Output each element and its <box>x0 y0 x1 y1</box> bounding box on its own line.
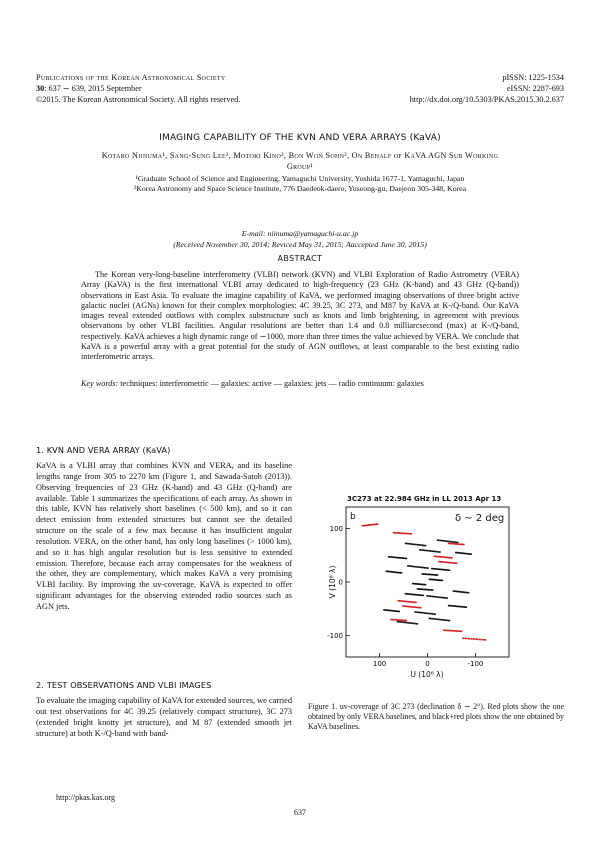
eissn: eISSN: 2287-693 <box>506 84 564 93</box>
uv-point <box>449 562 451 564</box>
uv-point <box>439 540 441 542</box>
uv-point <box>436 596 438 598</box>
uv-point <box>429 595 431 597</box>
uv-point <box>417 611 419 613</box>
uv-point <box>484 639 486 641</box>
uv-point <box>411 606 413 608</box>
uv-point <box>438 551 440 553</box>
pissn: pISSN: 1225-1534 <box>502 73 564 82</box>
authors-line-2: Group¹ <box>286 162 314 171</box>
uv-point <box>411 622 413 624</box>
keywords-label: Key words: <box>81 379 119 388</box>
uv-point <box>414 566 416 568</box>
uv-point <box>424 545 426 547</box>
affiliations <box>36 174 564 194</box>
y-axis-label: V (10⁶ λ) <box>328 565 337 599</box>
uv-point <box>444 569 446 571</box>
uv-point <box>433 551 435 553</box>
uv-point <box>446 557 448 559</box>
uv-point <box>417 594 419 596</box>
uv-point <box>450 605 452 607</box>
uv-point <box>431 613 433 615</box>
page-number: 637 <box>294 808 306 817</box>
uv-point <box>449 630 451 632</box>
uv-point <box>414 611 416 613</box>
uv-point <box>444 540 446 542</box>
uv-point <box>478 639 480 641</box>
uv-point <box>429 550 431 552</box>
uv-point <box>414 544 416 546</box>
uv-point <box>445 561 447 563</box>
uv-point <box>439 569 441 571</box>
uv-point <box>436 551 438 553</box>
figure-title: 3C273 at 22.984 GHz in LL 2013 Apr 13 <box>347 495 502 503</box>
uv-point <box>403 533 405 535</box>
uv-point <box>433 618 435 620</box>
uv-point <box>399 621 401 623</box>
uv-point <box>470 638 472 640</box>
uv-point <box>447 562 449 564</box>
uv-point <box>410 533 412 535</box>
uv-point <box>431 618 433 620</box>
uv-point <box>376 523 378 525</box>
uv-point <box>404 606 406 608</box>
authors-line-1: Kotaro Niinuma¹, Sang-Sung Lee², Motoki Kino², Bon Won Sohn², On Behalf of KaVA AGN Sub Working <box>101 151 499 160</box>
uv-point <box>441 580 443 582</box>
uv-point <box>438 596 440 598</box>
uv-point <box>438 561 440 563</box>
uv-point <box>443 597 445 599</box>
uv-point <box>412 601 414 603</box>
copyright: ©2015. The Korean Astronomical Society. All rights reserved. <box>36 95 241 104</box>
panel-label: b <box>350 512 356 522</box>
uv-point <box>456 606 458 608</box>
uv-point <box>426 595 428 597</box>
uv-point <box>452 605 454 607</box>
uv-point <box>446 569 448 571</box>
uv-point <box>465 638 467 640</box>
uv-point <box>417 544 419 546</box>
uv-point <box>463 606 465 608</box>
footer-url[interactable]: http://pkas.kas.org <box>56 793 115 802</box>
uv-point <box>412 566 414 568</box>
keywords-list: techniques: interferometric — galaxies: active — galaxies: jets — radio continuum: galaxies <box>118 379 424 388</box>
figure-1 <box>327 492 518 682</box>
section-1-text: KaVA is a VLBI array that combines KVN and VERA, and its baseline lengths range from 305 to 2270 km (Figure 1, and Sawada-Satoh (2013)). Observing frequencies of 23 GHz (K-band) and 43 GHz (Q-band) are available. Table 1 summarizes the specifications of each array. As shown in this table, KVN has relatively short baselines (< 500 km), and so it can detect emission from extended structures but cannot see the detailed structure on the scale of a few max because it has insufficient angular resolution. VERA, on the other hand, has only long baselines (> 1000 km), and so it has high angular resolution but is less sensitive to extended emission. Therefore, because each array compensates for the weakness of the other, they are complementary, which makes KaVA a very promising VLBI facility. By improving the uv-coverage, KaVA is expected to offer significant advantages for the observing extended radio sources such as AGN jets. <box>36 461 292 611</box>
uv-point <box>454 541 456 543</box>
uv-point <box>413 594 415 596</box>
uv-point <box>422 549 424 551</box>
uv-point <box>436 574 438 576</box>
uv-point <box>417 607 419 609</box>
x-axis-label: U (10⁶ λ) <box>410 670 444 679</box>
uv-point <box>398 557 400 559</box>
uv-point <box>402 605 404 607</box>
uv-point <box>443 619 445 621</box>
uv-tracks <box>362 523 487 640</box>
uv-point <box>401 621 403 623</box>
uv-point <box>468 638 470 640</box>
uv-point <box>407 533 409 535</box>
uv-point <box>408 601 410 603</box>
uv-point <box>413 606 415 608</box>
uv-point <box>451 562 453 564</box>
uv-point <box>456 542 458 544</box>
section-1-heading: 1. KVN AND VERA ARRAY (KaVA) <box>36 445 171 455</box>
uv-point <box>400 572 402 574</box>
y-tick-label: -100 <box>327 632 343 641</box>
volume-info: 30: 637 ∼ 639, 2015 September <box>36 84 142 93</box>
uv-point <box>419 607 421 609</box>
uv-point <box>412 543 414 545</box>
uv-point <box>460 630 462 632</box>
uv-point <box>403 557 405 559</box>
uv-point <box>426 550 428 552</box>
uv-point <box>401 557 403 559</box>
uv-point <box>406 622 408 624</box>
uv-point <box>417 566 419 568</box>
section-2-text: To evaluate the imaging capability of KaVA for extended sources, we carried out test observations for 4C 39.25 (relatively compact structure), 3C 273 (extended bright knotty jet structure), and M 87 (extended smooth jet structure) at both K-/Q-band with band- <box>36 696 292 738</box>
uv-point <box>424 584 426 586</box>
uv-point <box>454 630 456 632</box>
uv-point <box>405 593 407 595</box>
uv-point <box>437 568 439 570</box>
uv-point <box>438 556 440 558</box>
uv-point <box>395 532 397 534</box>
uv-point <box>448 620 450 622</box>
uv-point <box>462 637 464 639</box>
uv-point <box>415 607 417 609</box>
uv-point <box>442 561 444 563</box>
uv-point <box>476 638 478 640</box>
uv-point <box>454 605 456 607</box>
uv-point <box>422 567 424 569</box>
uv-point <box>456 630 458 632</box>
uv-point <box>441 597 443 599</box>
uv-point <box>443 629 445 631</box>
uv-point <box>436 556 438 558</box>
uv-point <box>416 623 418 625</box>
uv-point <box>442 540 444 542</box>
abstract-heading: ABSTRACT <box>277 254 323 263</box>
uv-point <box>437 539 439 541</box>
uv-point <box>431 568 433 570</box>
uv-point <box>419 594 421 596</box>
journal-name: Publications of the Korean Astronomical Society <box>36 73 226 82</box>
uv-point <box>393 532 395 534</box>
doi-link[interactable]: http://dx.doi.org/10.5303/PKAS.2015.30.2.637 <box>409 95 564 104</box>
contact-block <box>36 228 564 250</box>
uv-point <box>462 544 464 546</box>
uv-point <box>422 612 424 614</box>
uv-point <box>388 556 390 558</box>
uv-point <box>438 619 440 621</box>
uv-point <box>435 568 437 570</box>
uv-point <box>426 613 428 615</box>
uv-point <box>402 600 404 602</box>
uv-point <box>397 621 399 623</box>
uv-point <box>404 622 406 624</box>
uv-point <box>404 601 406 603</box>
uv-point <box>409 622 411 624</box>
figure-caption: Figure 1. uv-coverage of 3C 273 (declination δ ∼ 2°). Red plots show the one obtained by only VERA baselines, and black+red plots show the one obtained by KaVA baselines. <box>308 702 564 731</box>
uv-point <box>407 593 409 595</box>
uv-point <box>436 618 438 620</box>
uv-point <box>405 620 407 622</box>
uv-point <box>422 595 424 597</box>
uv-point <box>394 557 396 559</box>
uv-point <box>467 592 469 594</box>
author-list <box>36 150 564 172</box>
uv-point <box>433 596 435 598</box>
uv-point <box>431 596 433 598</box>
uv-point <box>441 619 443 621</box>
x-tick-label: 100 <box>372 660 387 668</box>
x-tick-label: -100 <box>467 660 484 668</box>
uv-point <box>445 620 447 622</box>
uv-point <box>407 606 409 608</box>
uv-point <box>444 556 446 558</box>
section-2-heading: 2. TEST OBSERVATIONS AND VLBI IMAGES <box>36 680 212 690</box>
uv-point <box>442 556 444 558</box>
uv-point <box>424 567 426 569</box>
y-tick-label: 0 <box>338 578 343 587</box>
keywords <box>81 379 519 389</box>
uv-point <box>433 568 435 570</box>
affiliation-1: ¹Graduate School of Science and Engineering, Yamaguchi University, Yoshida 1677-1, Yamaguchi, Japan <box>135 174 465 183</box>
uv-point <box>390 556 392 558</box>
uv-point <box>406 601 408 603</box>
abstract-text: The Korean very-long-baseline interferometry (VLBI) network (KVN) and VLBI Exploration of Radio Astrometry (VERA) Array (KaVA) is the first international VLBI array dedicated to high-frequency (23 GHz (K-band) and 43 GHz (Q-band)) observations in East Asia. To evaluate the imagine capability of KaVA, we performed imaging observations of three bright active galactic nuclei (AGNs) known for their complex morphologies: 4C 39.25, 3C 273, and M87 by KaVA at K-/Q-band. Our KaVA images reveal extended outflows with complex substructure such as knots and limb brightening, in agreement with previous observations by other VLBI facilities. Angular resolutions are better than 1.4 and 0.8 milliarcsecond (max) at K-/Q-band, respectively. KaVA achieves a high dynamic range of ∼1000, more than three times the value achieved by VERA. We conclude that KaVA is a powerful array with a great potential for the study of AGN outflows, at least comparable to the best existing radio interferometric arrays. <box>81 270 519 362</box>
plot-frame <box>346 507 509 657</box>
uv-point <box>407 565 409 567</box>
uv-point <box>426 567 428 569</box>
uv-point <box>451 541 453 543</box>
uv-point <box>448 605 450 607</box>
uv-point <box>469 553 471 555</box>
uv-point <box>473 638 475 640</box>
x-tick-label: 0 <box>425 660 430 668</box>
uv-point <box>451 630 453 632</box>
email[interactable]: E-mail: niinuma@yamaguchi-u.ac.jp <box>241 229 359 238</box>
uv-point <box>448 569 450 571</box>
uv-point <box>398 600 400 602</box>
uv-point <box>424 612 426 614</box>
uv-point <box>446 540 448 542</box>
uv-point <box>419 566 421 568</box>
uv-point <box>410 565 412 567</box>
uv-point <box>400 600 402 602</box>
uv-point <box>392 556 394 558</box>
uv-point <box>409 593 411 595</box>
uv-coverage-plot <box>327 492 518 682</box>
uv-point <box>449 541 451 543</box>
received-dates: (Received November 30, 2014; Reviced May 31, 2015; Aaccepted June 30, 2015) <box>173 240 427 249</box>
uv-point <box>407 543 409 545</box>
uv-point <box>419 544 421 546</box>
uv-point <box>413 623 415 625</box>
uv-point <box>447 630 449 632</box>
uv-point <box>431 589 433 591</box>
uv-point <box>450 557 452 559</box>
uv-point <box>433 555 435 557</box>
uv-point <box>401 532 403 534</box>
uv-point <box>460 606 462 608</box>
uv-point <box>405 533 407 535</box>
uv-point <box>397 532 399 534</box>
uv-point <box>399 532 401 534</box>
uv-point <box>419 612 421 614</box>
uv-point <box>481 639 483 641</box>
uv-point <box>396 557 398 559</box>
uv-point <box>429 618 431 620</box>
uv-point <box>448 557 450 559</box>
uv-point <box>458 606 460 608</box>
uv-point <box>455 562 457 564</box>
paper-title: IMAGING CAPABILITY OF THE KVN AND VERA ARRAYS (KaVA) <box>159 133 441 143</box>
uv-point <box>411 594 413 596</box>
uv-point <box>453 562 455 564</box>
uv-point <box>424 550 426 552</box>
uv-point <box>398 611 400 613</box>
uv-point <box>433 613 435 615</box>
uv-point <box>414 602 416 604</box>
uv-point <box>440 561 442 563</box>
uv-point <box>458 630 460 632</box>
uv-point <box>405 558 407 560</box>
declination-annotation: δ ∼ 2 deg <box>455 513 505 524</box>
uv-point <box>442 569 444 571</box>
uv-point <box>465 606 467 608</box>
uv-point <box>422 545 424 547</box>
uv-point <box>410 543 412 545</box>
uv-point <box>405 543 407 545</box>
uv-point <box>415 594 417 596</box>
uv-point <box>440 556 442 558</box>
uv-point <box>410 601 412 603</box>
uv-point <box>431 550 433 552</box>
y-tick-label: 100 <box>329 524 343 533</box>
affiliation-2: ²Korea Astronomy and Space Science Institute, 776 Daedeok-daero, Yuseong-gu, Daejeon 305-348, Korea <box>133 184 467 193</box>
uv-point <box>409 606 411 608</box>
uv-point <box>419 549 421 551</box>
axis-ticks <box>327 525 483 668</box>
uv-point <box>445 630 447 632</box>
uv-point <box>429 613 431 615</box>
uv-point <box>445 597 447 599</box>
